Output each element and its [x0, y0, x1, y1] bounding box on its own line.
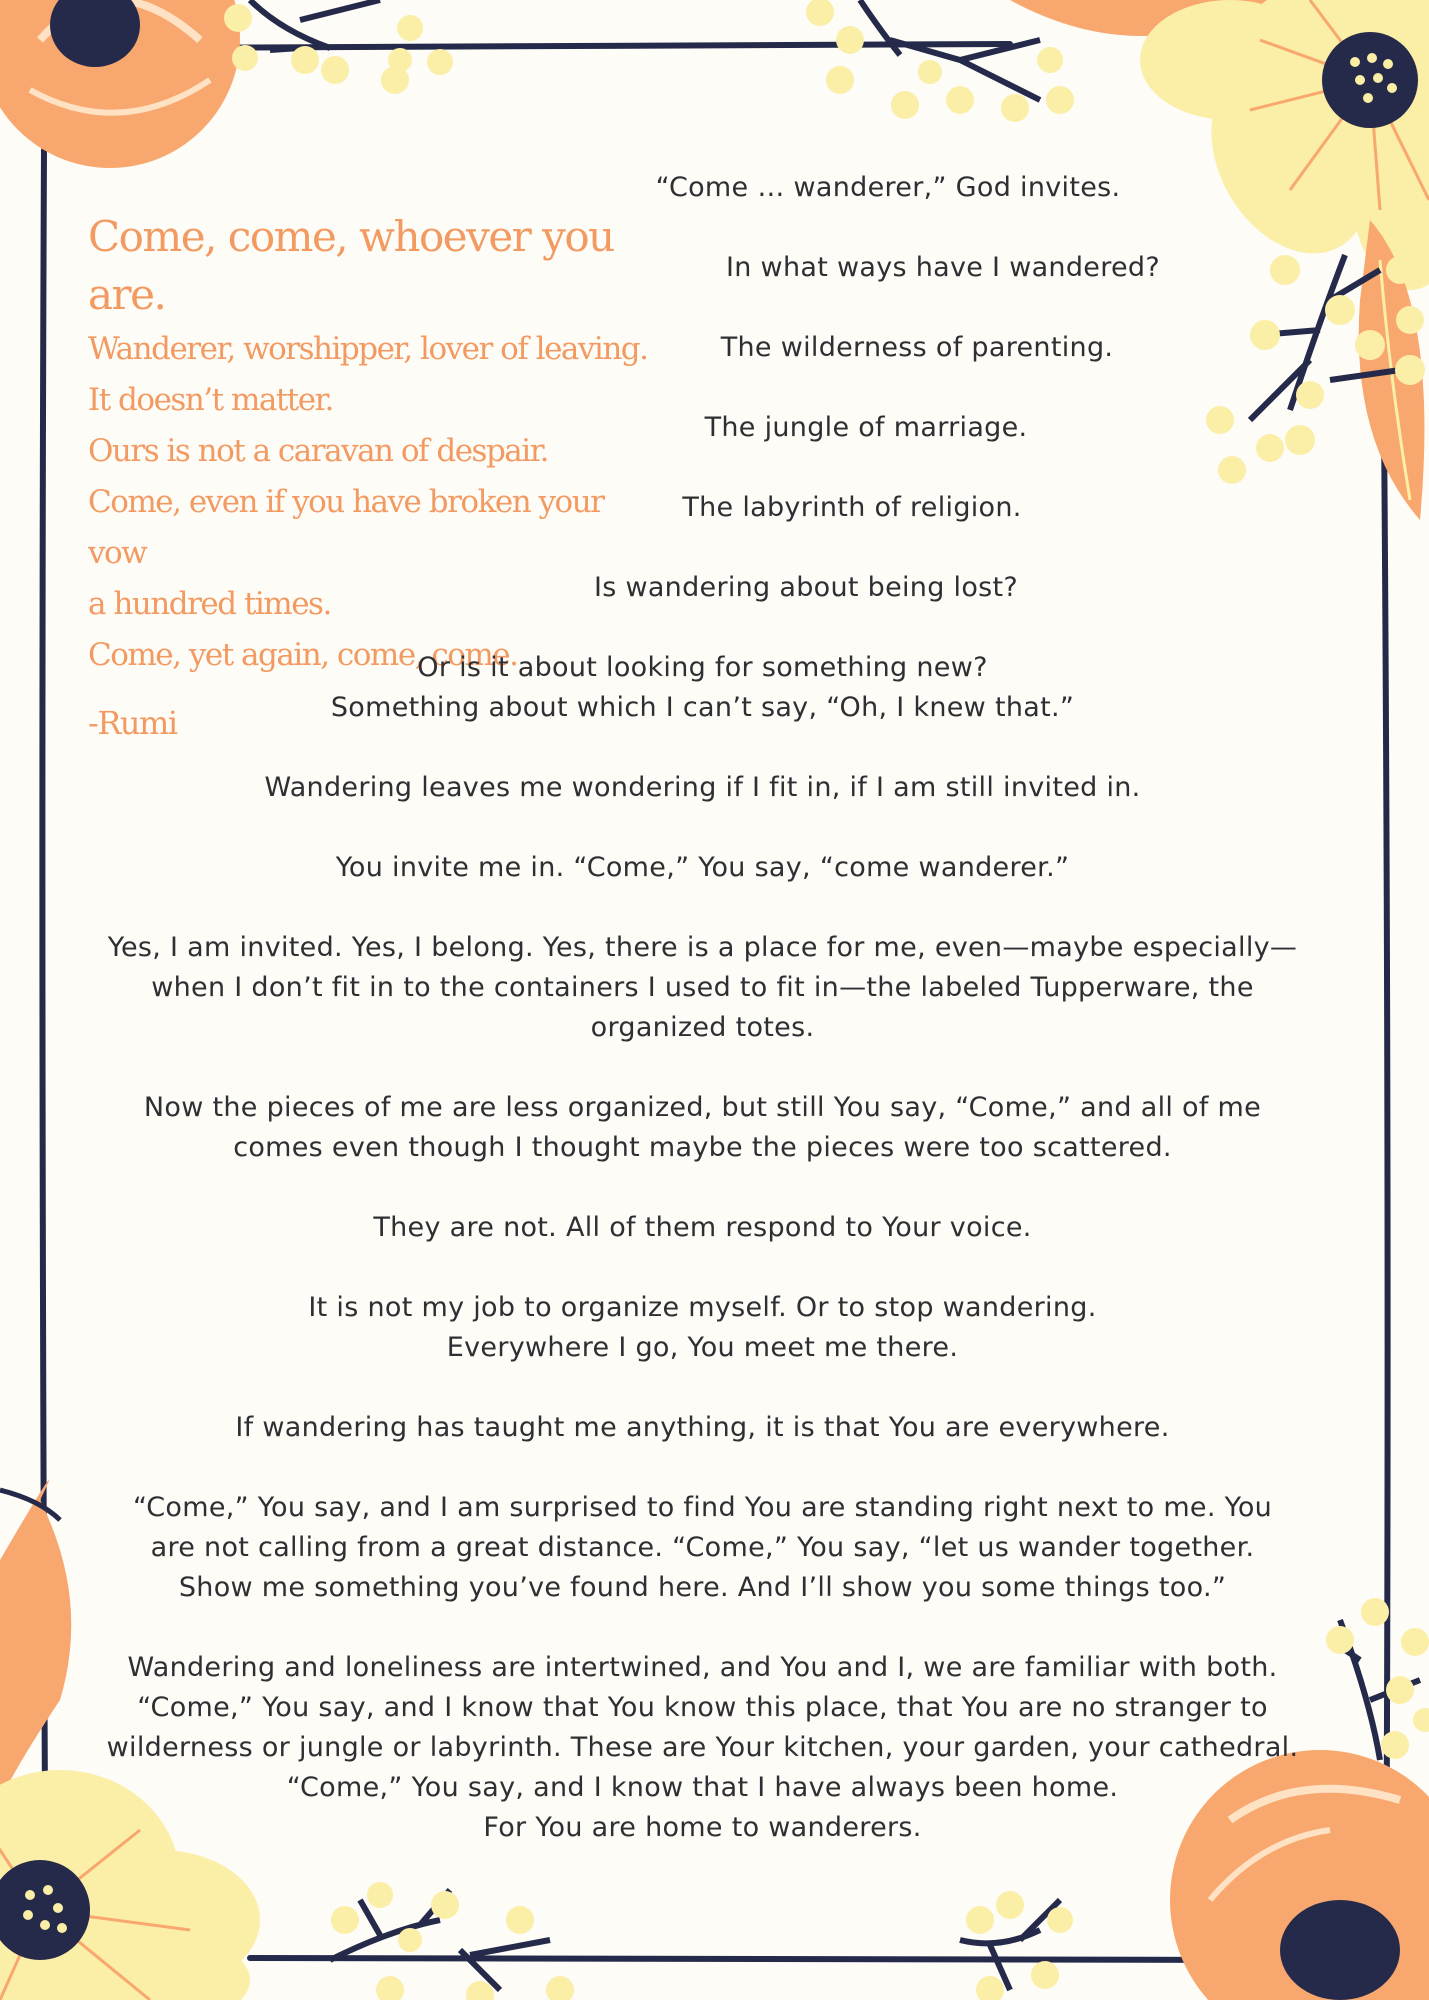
- poem-line: “Come,” You say, and I am surprised to find You are standing right next to me. You: [132, 1492, 1273, 1523]
- opening-line: The wilderness of parenting.: [720, 332, 1114, 363]
- twigs-top-right: [806, 0, 1074, 122]
- poem-stanza: [90, 1648, 1315, 1848]
- poem-line: You invite me in. “Come,” You say, “come wanderer.”: [335, 852, 1070, 883]
- poem-line: “Come,” You say, and I know that I have always been home.: [286, 1772, 1119, 1803]
- poem-stanza: [90, 928, 1315, 1048]
- quote-title: Come, come, whoever you are.: [88, 212, 614, 319]
- poem-stanza: [90, 648, 1315, 728]
- poem-line: Something about which I can’t say, “Oh, I knew that.”: [330, 692, 1075, 723]
- poem-line: If wandering has taught me anything, it is that You are everywhere.: [235, 1412, 1170, 1443]
- poem-line: Yes, I am invited. Yes, I belong. Yes, there is a place for me, even—maybe especially—: [107, 932, 1298, 963]
- poem-line: organized totes.: [590, 1012, 815, 1043]
- opening-line: “Come … wanderer,” God invites.: [655, 172, 1121, 203]
- quote-attribution: -Rumi: [88, 704, 177, 742]
- poem-stanza: [90, 848, 1315, 888]
- poem-line: wilderness or jungle or labyrinth. These are Your kitchen, your garden, your cathedral.: [106, 1732, 1299, 1763]
- poem-line: “Come,” You say, and I know that You know this place, that You are no stranger to: [137, 1692, 1268, 1723]
- quote-line: a hundred times.: [88, 586, 331, 622]
- poem-line: Wandering leaves me wondering if I fit in, if I am still invited in.: [264, 772, 1141, 803]
- opening-line: Is wandering about being lost?: [593, 572, 1019, 603]
- opening-line: In what ways have I wandered?: [726, 252, 1160, 283]
- quote-line: Wanderer, worshipper, lover of leaving.: [88, 331, 648, 367]
- poem-line: Everywhere I go, You meet me there.: [446, 1332, 959, 1363]
- poem-stanza: [90, 1208, 1315, 1248]
- poem-line: Now the pieces of me are less organized, but still You say, “Come,” and all of me: [143, 1092, 1262, 1123]
- quote-line: It doesn’t matter.: [88, 382, 333, 418]
- poem-line: For You are home to wanderers.: [483, 1812, 922, 1843]
- poem-line: Show me something you’ve found here. And I’ll show you some things too.”: [178, 1572, 1227, 1603]
- flower-top-left: [0, 0, 240, 168]
- poem-line: They are not. All of them respond to Your voice.: [373, 1212, 1032, 1243]
- poem-line: are not calling from a great distance. “Come,” You say, “let us wander together.: [150, 1532, 1255, 1563]
- opening-line: The jungle of marriage.: [704, 412, 1028, 443]
- quote-line: Ours is not a caravan of despair.: [88, 433, 548, 469]
- poem-line: comes even though I thought maybe the pieces were too scattered.: [233, 1132, 1172, 1163]
- poem-stanza: [90, 768, 1315, 808]
- poem-stanza: [90, 1488, 1315, 1608]
- twigs-bottom: [330, 1882, 1073, 2000]
- poem-line: Wandering and loneliness are intertwined, and You and I, we are familiar with both.: [127, 1652, 1278, 1683]
- poem-line: when I don’t fit in to the containers I used to fit in—the labeled Tupperware, the: [151, 972, 1254, 1003]
- poem-line: It is not my job to organize myself. Or to stop wandering.: [308, 1292, 1097, 1323]
- poem-stanza: [90, 1408, 1315, 1448]
- poem-stanza: [90, 1088, 1315, 1168]
- poem-stanza: [90, 1288, 1315, 1368]
- quote-line: Come, yet again, come, come.: [88, 637, 518, 673]
- poem-line: Or is it about looking for something new?: [417, 652, 988, 683]
- opening-line: The labyrinth of religion.: [682, 492, 1022, 523]
- quote-line: Come, even if you have broken your vow: [88, 484, 604, 571]
